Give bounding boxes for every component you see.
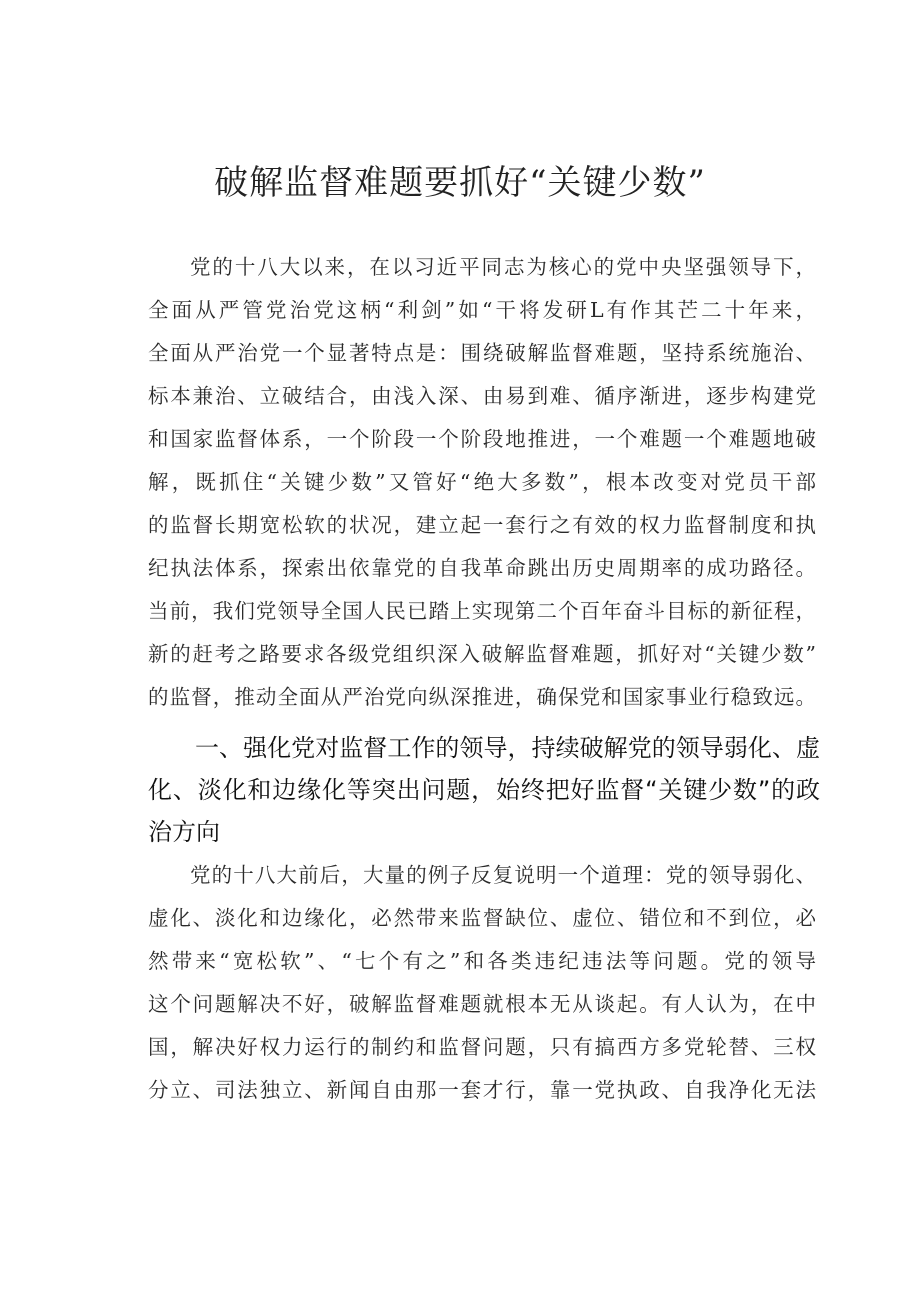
document-title: 破解监督难题要抓好“关键少数” [214, 163, 706, 203]
paragraph-line: 的监督，推动全面从严治党向纵深推进，确保党和国家事业行稳致远。 [148, 685, 816, 709]
paragraph-line: 全面从严管党治党这柄“利剑”如“干将发研L有作其芒二十年来， [148, 298, 816, 322]
paragraph-line: 解，既抓住“关键少数”又管好“绝大多数”，根本改变对党员干部 [148, 470, 816, 494]
heading-line: 一、强化党对监督工作的领导，持续破解党的领导弱化、虚 [195, 734, 820, 762]
paragraph-line: 党的十八大以来，在以习近平同志为核心的党中央坚强领导下， [190, 255, 816, 279]
paragraph-line: 的监督长期宽松软的状况，建立起一套行之有效的权力监督制度和执 [148, 513, 816, 537]
heading-line: 化、淡化和边缘化等突出问题，始终把好监督“关键少数”的政 [148, 776, 820, 804]
paragraph-line: 全面从严治党一个显著特点是：围绕破解监督难题，坚持系统施治、 [148, 341, 816, 365]
paragraph-line: 分立、司法独立、新闻自由那一套才行，靠一党执政、自我净化无法 [148, 1078, 816, 1102]
paragraph-line: 虚化、淡化和边缘化，必然带来监督缺位、虚位、错位和不到位，必 [148, 906, 816, 930]
paragraph-line: 新的赶考之路要求各级党组织深入破解监督难题，抓好对“关键少数” [148, 642, 816, 666]
paragraph-line: 国，解决好权力运行的制约和监督问题，只有搞西方多党轮替、三权 [148, 1035, 816, 1059]
paragraph-line: 标本兼治、立破结合，由浅入深、由易到难、循序渐进，逐步构建党 [148, 384, 816, 408]
heading-line: 治方向 [148, 818, 220, 846]
paragraph-line: 和国家监督体系，一个阶段一个阶段地推进，一个难题一个难题地破 [148, 427, 816, 451]
paragraph-line: 当前，我们党领导全国人民已踏上实现第二个百年奋斗目标的新征程， [148, 599, 816, 623]
paragraph-line: 纪执法体系，探索出依靠党的自我革命跳出历史周期率的成功路径。 [148, 556, 816, 580]
paragraph-line: 然带来“宽松软”、“七个有之”和各类违纪违法等问题。党的领导 [148, 949, 816, 973]
paragraph-line: 党的十八大前后，大量的例子反复说明一个道理：党的领导弱化、 [190, 863, 816, 887]
paragraph-line: 这个问题解决不好，破解监督难题就根本无从谈起。有人认为，在中 [148, 992, 816, 1016]
